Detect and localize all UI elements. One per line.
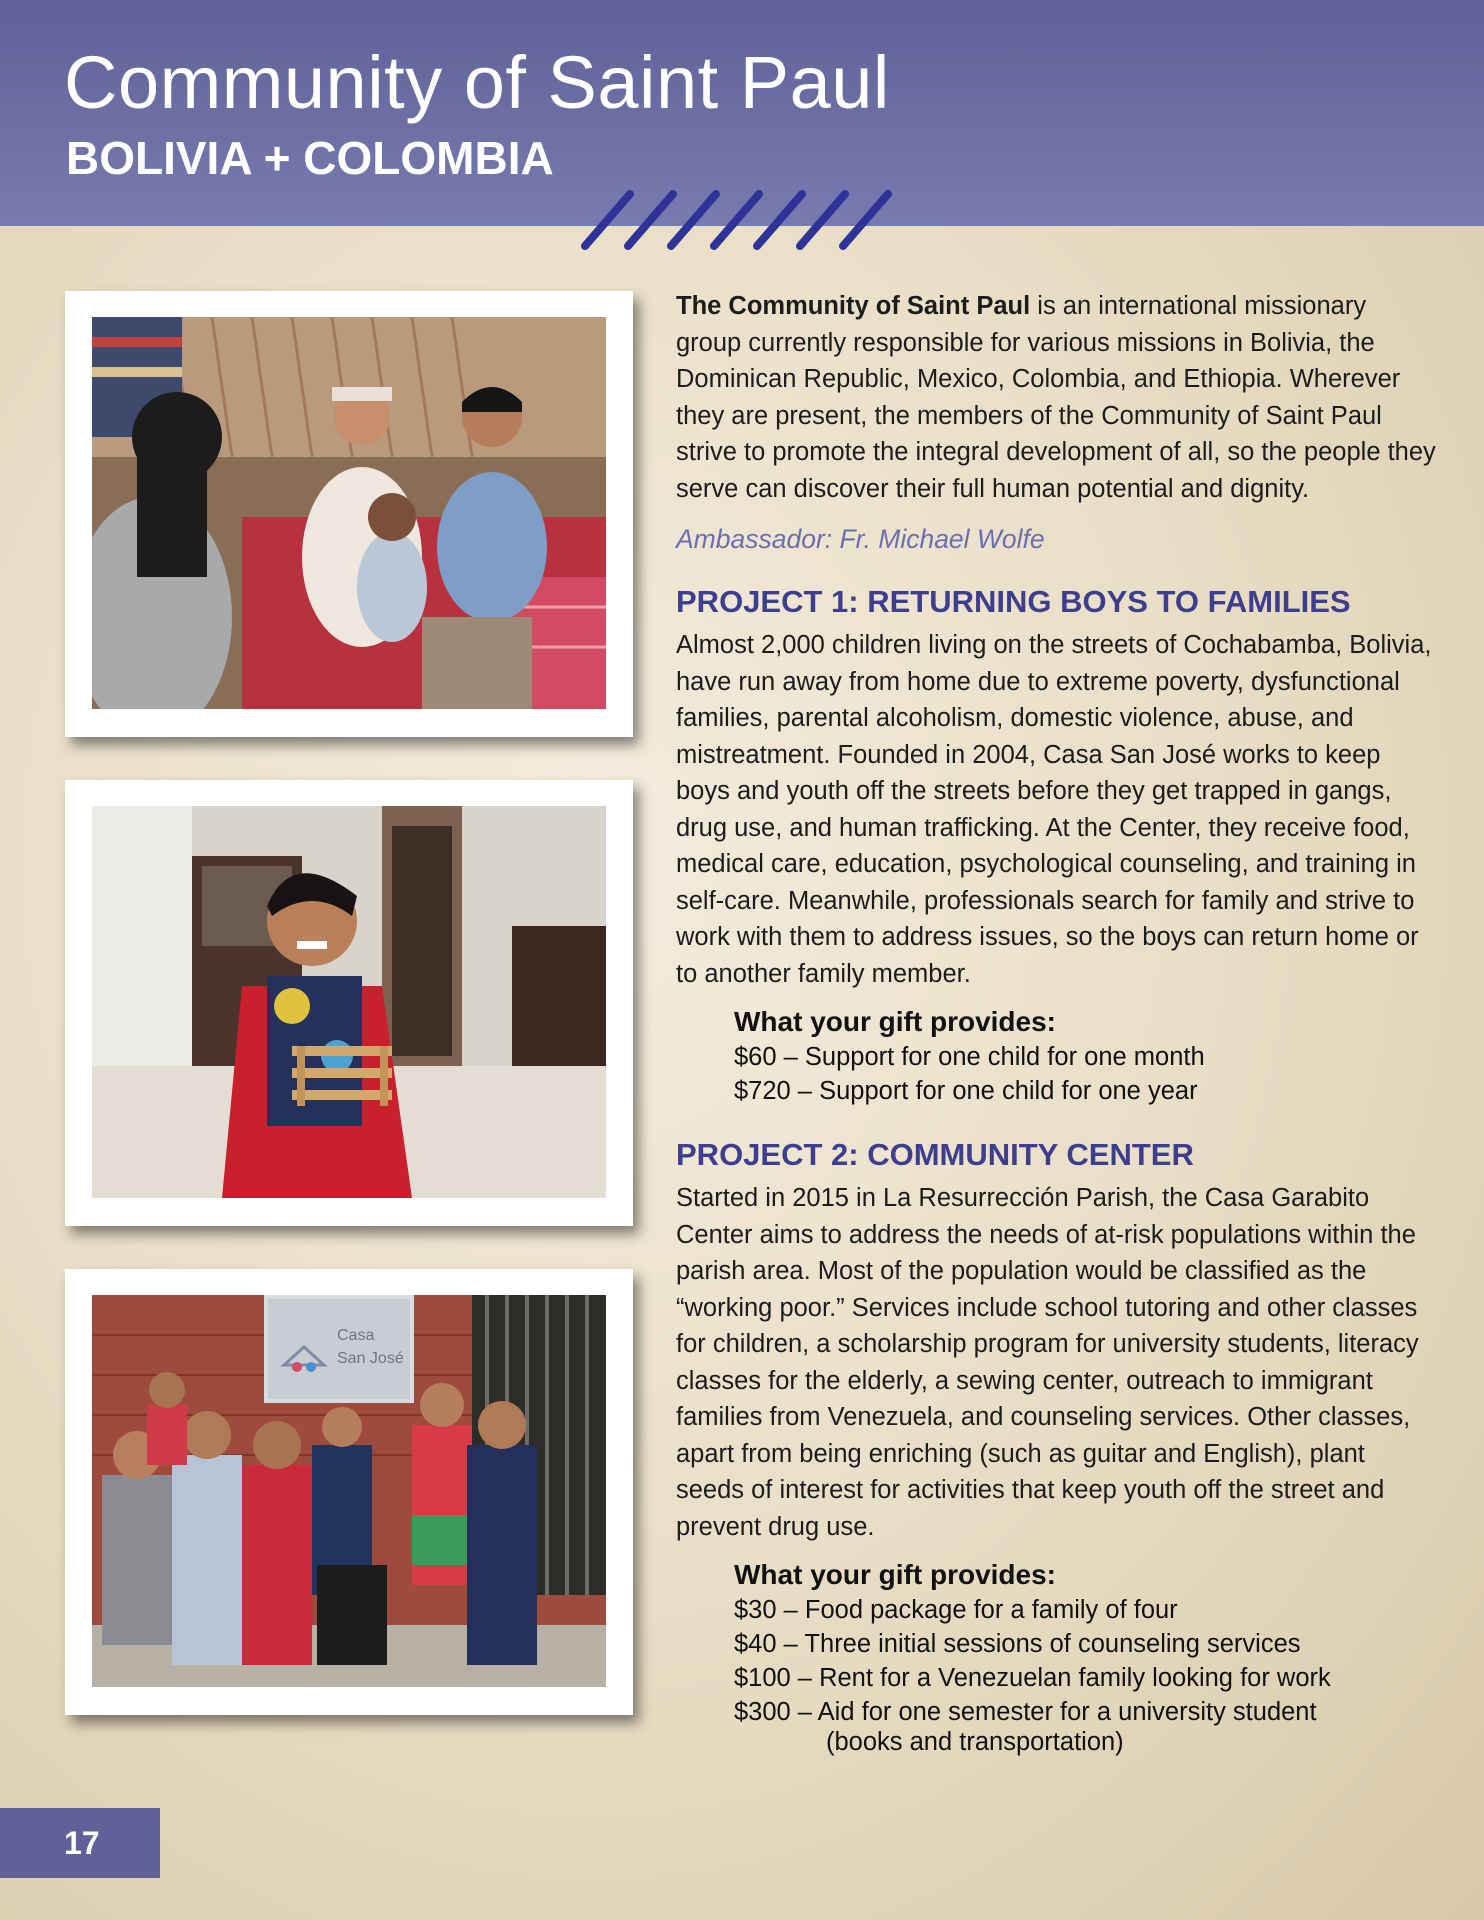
intro-lead: The Community of Saint Paul bbox=[676, 292, 1031, 320]
project2-gift-continuation: (books and transportation) bbox=[826, 1728, 1124, 1756]
intro-text: is an international missionary group currently responsible for various missions in Bolivia, the Dominican Republic, Mexico, Colombia, and Ethiopia. Wherever they are present, the members of the Community of Saint Paul strive to promote the integral development of all, so the people they serve can discover their full human potential and dignity. bbox=[676, 292, 1436, 503]
project2-gift-item-last bbox=[734, 1695, 1436, 1755]
project2-body: Started in 2015 in La Resurrección Parish, the Casa Garabito Center aims to address the needs of at-risk populations within the parish area. Most of the population would be classified as the “working poor.” Services include school tutoring and other classes for children, a scholarship program for university students, literacy classes for the elderly, a sewing center, outreach to immigrant families from Venezuela, and counseling services. Other classes, apart from being enriching (such as guitar and English), plant seeds of interest for activities that keep youth off the street and prevent drug use. bbox=[676, 1184, 1419, 1541]
project1-gift-title: What your gift provides: bbox=[734, 1006, 1056, 1037]
sign-line-1: Casa bbox=[337, 1327, 375, 1344]
project2-gift-item: $40 – Three initial sessions of counseling services bbox=[734, 1630, 1301, 1658]
photo-frame-group bbox=[65, 1269, 633, 1715]
project2-title: PROJECT 2: COMMUNITY CENTER bbox=[676, 1137, 1194, 1172]
project1-gift-item: $720 – Support for one child for one year bbox=[734, 1077, 1198, 1105]
family-visit-photo bbox=[92, 317, 606, 709]
page-title: Community of Saint Paul bbox=[64, 41, 890, 124]
project2-gift-item: $30 – Food package for a family of four bbox=[734, 1596, 1178, 1624]
project1-gift-item: $60 – Support for one child for one month bbox=[734, 1043, 1205, 1071]
photo-frame-boy bbox=[65, 780, 633, 1226]
project2-gift-title: What your gift provides: bbox=[734, 1559, 1056, 1590]
intro-paragraph bbox=[676, 288, 1436, 507]
project2-gift-item-text: $300 – Aid for one semester for a university student bbox=[734, 1698, 1317, 1726]
group-children-photo bbox=[92, 1295, 606, 1687]
decorative-slashes-icon bbox=[580, 188, 910, 252]
page-subtitle: BOLIVIA + COLOMBIA bbox=[66, 132, 554, 184]
boy-with-craft-photo bbox=[92, 806, 606, 1198]
page-number: 17 bbox=[0, 1808, 160, 1878]
sign-line-2: San José bbox=[337, 1350, 404, 1367]
photo-frame-family bbox=[65, 291, 633, 737]
ambassador-line: Ambassador: Fr. Michael Wolfe bbox=[676, 524, 1045, 554]
project1-body: Almost 2,000 children living on the streets of Cochabamba, Bolivia, have run away from home due to extreme poverty, dysfunctional families, parental alcoholism, domestic violence, abuse, and mistreatment. Founded in 2004, Casa San José works to keep boys and youth off the streets before they get trapped in gangs, drug use, and human trafficking. At the Center, they receive food, medical care, education, psychological counseling, and training in self-care. Meanwhile, professionals search for family and strive to work with them to address issues, so the boys can return home or to another family member. bbox=[676, 631, 1432, 988]
project2-gift-list bbox=[734, 1557, 1436, 1755]
main-content bbox=[676, 288, 1436, 1755]
project2-gift-item: $100 – Rent for a Venezuelan family looking for work bbox=[734, 1664, 1331, 1692]
project1-gift-list bbox=[734, 1004, 1436, 1108]
project1-title: PROJECT 1: RETURNING BOYS TO FAMILIES bbox=[676, 584, 1351, 619]
